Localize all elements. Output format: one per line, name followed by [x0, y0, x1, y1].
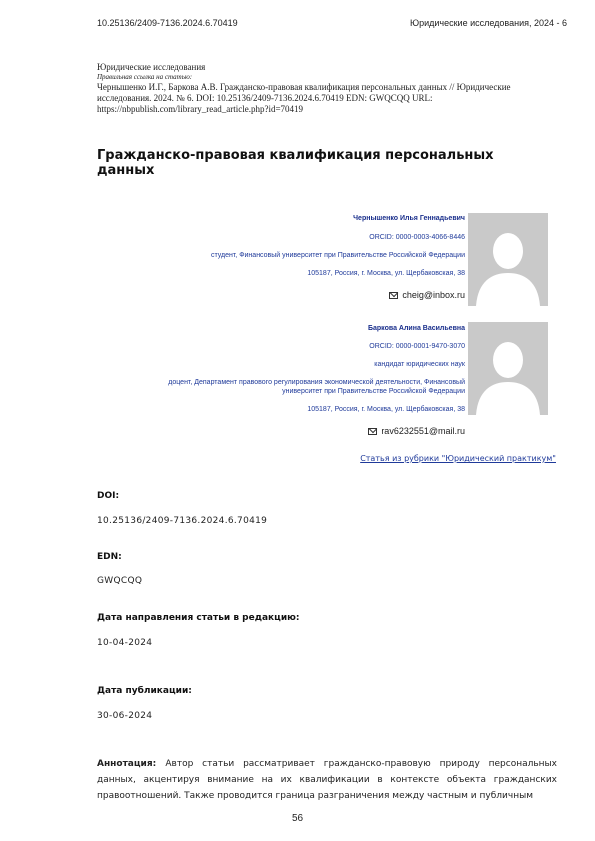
- citation-label: Правильная ссылка на статью:: [97, 73, 193, 81]
- published-date-label: Дата публикации:: [97, 686, 192, 696]
- header-doi: 10.25136/2409-7136.2024.6.70419: [97, 18, 238, 28]
- edn-value: GWQCQQ: [97, 576, 143, 586]
- article-title: Гражданско-правовая квалификация персональных данных: [97, 148, 494, 178]
- rubric-link[interactable]: Статья из рубрики "Юридический практикум": [360, 454, 556, 463]
- author-1-position: студент, Финансовый университет при Правительстве Российской Федерации: [210, 252, 465, 259]
- citation-block: [97, 62, 567, 115]
- avatar-placeholder-icon: [468, 213, 548, 306]
- citation-text[interactable]: Чернышенко И.Г., Баркова А.В. Гражданско-правовая квалификация персональных данных // Юридические исследования. 2024. № 6. DOI: 10.25136/2409-7136.2024.6.70419 EDN: GWQCQQ URL: https://nbpublish.com/library_read_article.php?id=70419: [97, 82, 511, 114]
- author-2-orcid[interactable]: ORCID: 0000-0001-9470-3070: [369, 343, 465, 350]
- doi-label: DOI:: [97, 491, 120, 501]
- citation-journal: Юридические исследования: [97, 62, 206, 72]
- abstract-text: Автор статьи рассматривает гражданско-правовую природу персональных данных, акцентируя внимание на их квалификации в контексте объекта гражданских правоотношений. Также проводится граница разграничения между частным и публичным: [97, 759, 557, 801]
- author-2-email-row[interactable]: [368, 426, 465, 436]
- author-2-position: доцент, Департамент правового регулирования экономической деятельности, Финансовый университет при Правительстве Российской Федерации: [168, 379, 465, 395]
- avatar-placeholder-icon: [468, 322, 548, 415]
- author-2-name[interactable]: Баркова Алина Васильевна: [367, 325, 465, 332]
- header-journal-issue: Юридические исследования, 2024 - 6: [410, 18, 567, 28]
- author-2-email[interactable]: rav6232551@mail.ru: [381, 426, 465, 436]
- author-1-email[interactable]: cheig@inbox.ru: [402, 290, 465, 300]
- author-2-address: 105187, Россия, г. Москва, ул. Щербаковская, 38: [307, 406, 465, 413]
- author-1-orcid[interactable]: ORCID: 0000-0003-4066-8446: [369, 234, 465, 241]
- author-1-address: 105187, Россия, г. Москва, ул. Щербаковская, 38: [307, 270, 465, 277]
- author-1-photo: [468, 213, 548, 306]
- envelope-icon: [368, 428, 377, 435]
- author-2-photo: [468, 322, 548, 415]
- abstract-label: Аннотация:: [97, 759, 166, 769]
- submitted-date-label: Дата направления статьи в редакцию:: [97, 613, 300, 623]
- submitted-date-value: 10-04-2024: [97, 638, 153, 648]
- edn-label: EDN:: [97, 552, 122, 562]
- author-2-degree: кандидат юридических наук: [374, 361, 465, 368]
- author-1-name[interactable]: Чернышенко Илья Геннадьевич: [353, 215, 465, 222]
- abstract: [97, 756, 557, 804]
- author-1-email-row[interactable]: [389, 290, 465, 300]
- published-date-value: 30-06-2024: [97, 711, 153, 721]
- envelope-icon: [389, 292, 398, 299]
- doi-value[interactable]: 10.25136/2409-7136.2024.6.70419: [97, 516, 268, 526]
- page-number: 56: [291, 813, 304, 824]
